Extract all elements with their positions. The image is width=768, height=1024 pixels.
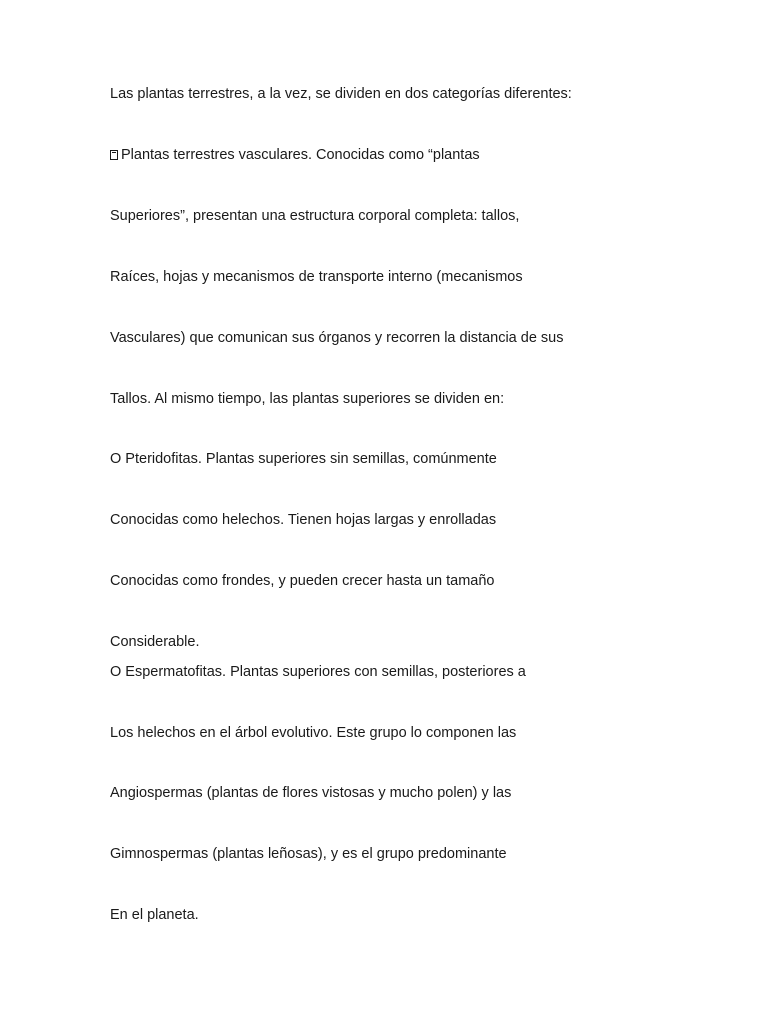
text-line-11: O Espermatofitas. Plantas superiores con semillas, posteriores a (110, 664, 526, 680)
text-line-6: Tallos. Al mismo tiempo, las plantas superiores se dividen en: (110, 391, 505, 407)
text-line-8: Conocidas como helechos. Tienen hojas largas y enrolladas (110, 512, 497, 528)
text-line-4: Raíces, hojas y mecanismos de transporte interno (mecanismos (110, 269, 523, 285)
text-line-2-content: Plantas terrestres vasculares. Conocidas como “plantas (121, 147, 480, 163)
text-line-3: Superiores”, presentan una estructura corporal completa: tallos, (110, 208, 520, 224)
bullet-glyph-icon (110, 150, 118, 160)
text-line-5: Vasculares) que comunican sus órganos y recorren la distancia de sus (110, 330, 564, 346)
text-line-12: Los helechos en el árbol evolutivo. Este grupo lo componen las (110, 725, 517, 741)
text-line-2 (110, 146, 480, 164)
text-line-13: Angiospermas (plantas de flores vistosas y mucho polen) y las (110, 785, 512, 801)
text-line-1: Las plantas terrestres, a la vez, se dividen en dos categorías diferentes: (110, 86, 572, 102)
text-line-10: Considerable. (110, 634, 200, 650)
text-line-7: O Pteridofitas. Plantas superiores sin semillas, comúnmente (110, 451, 497, 467)
text-line-14: Gimnospermas (plantas leñosas), y es el grupo predominante (110, 846, 507, 862)
text-line-15: En el planeta. (110, 907, 199, 923)
text-line-9: Conocidas como frondes, y pueden crecer hasta un tamaño (110, 573, 495, 589)
